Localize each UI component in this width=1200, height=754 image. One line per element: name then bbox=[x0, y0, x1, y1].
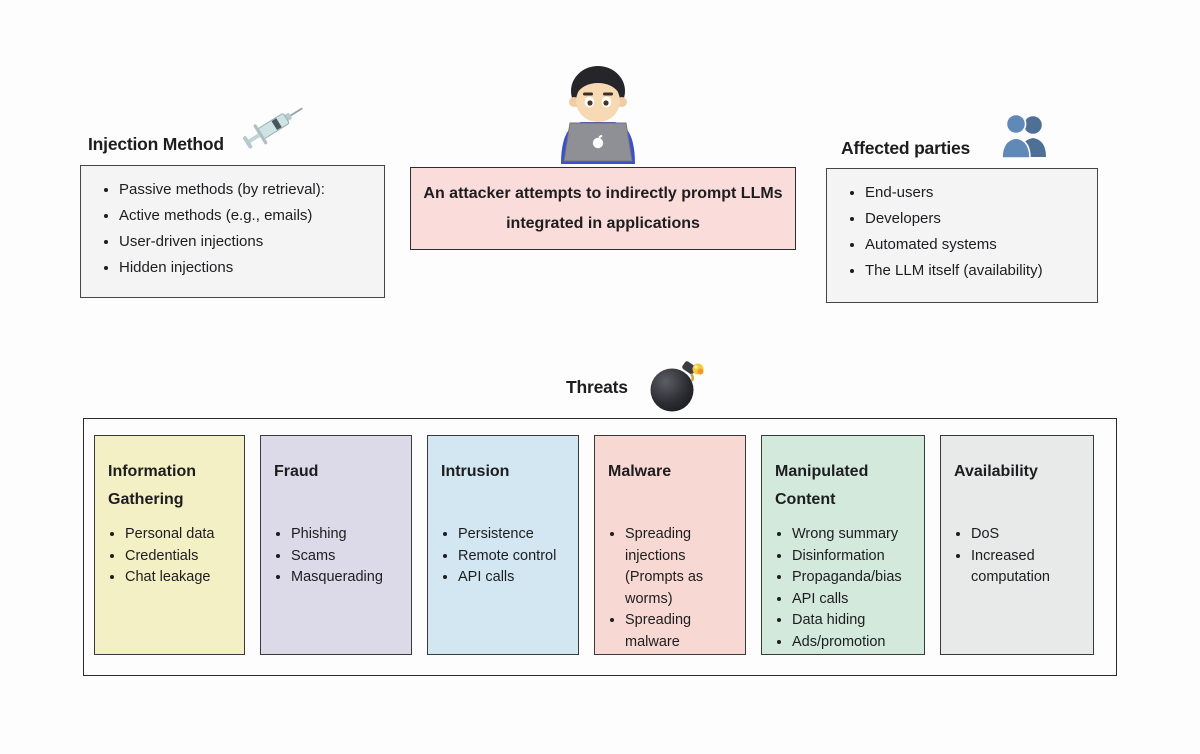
threat-box-intrusion bbox=[427, 435, 579, 655]
threat-box-title: Information Gathering bbox=[108, 463, 196, 508]
list-item: • API calls bbox=[458, 567, 565, 589]
list-item: • Credentials bbox=[125, 546, 231, 568]
list-item: • Scams bbox=[291, 546, 398, 568]
list-item: • End-users bbox=[865, 180, 1089, 206]
threat-box-manipulated-content bbox=[761, 435, 925, 655]
threat-box-title: Intrusion bbox=[441, 463, 510, 480]
list-item: • Disinformation bbox=[792, 546, 911, 568]
list-item: • Passive methods (by retrieval): bbox=[119, 177, 376, 203]
list-item: • Developers bbox=[865, 206, 1089, 232]
threat-box-list bbox=[108, 524, 231, 589]
list-item: • Automated systems bbox=[865, 232, 1089, 258]
threat-box-title: Manipulated Content bbox=[775, 463, 869, 508]
threat-box-list bbox=[441, 524, 565, 589]
threat-categories bbox=[84, 419, 1116, 655]
list-item: • The LLM itself (availability) bbox=[865, 258, 1089, 284]
attacker-statement-box bbox=[410, 167, 796, 250]
list-item: • Phishing bbox=[291, 524, 398, 546]
list-item: • DoS bbox=[971, 524, 1080, 546]
syringe-icon bbox=[236, 94, 312, 160]
injection-method-heading: Injection Method bbox=[88, 134, 224, 154]
list-item: • Ads/promotion bbox=[792, 632, 911, 654]
threats-heading: Threats bbox=[566, 377, 628, 397]
affected-parties-heading: Affected parties bbox=[841, 138, 971, 158]
list-item: • Personal data bbox=[125, 524, 231, 546]
threats-container bbox=[83, 418, 1117, 676]
list-item: • Active methods (e.g., emails) bbox=[119, 203, 376, 229]
list-item: • Propaganda/bias bbox=[792, 567, 911, 589]
threat-box-list bbox=[954, 524, 1080, 589]
list-item: • Data hiding bbox=[792, 610, 911, 632]
list-item: • Spreading injections (Prompts as worms) bbox=[625, 524, 732, 610]
list-item: • User-driven injections bbox=[119, 229, 376, 255]
threat-box-information-gathering bbox=[94, 435, 245, 655]
affected-parties-list bbox=[827, 180, 1097, 284]
threat-box-list bbox=[274, 524, 398, 589]
list-item: • Increased computation bbox=[971, 546, 1080, 589]
threat-box-list bbox=[608, 524, 732, 653]
threat-box-fraud bbox=[260, 435, 412, 655]
affected-parties-panel bbox=[826, 168, 1098, 303]
bomb-icon bbox=[645, 356, 707, 414]
list-item: • API calls bbox=[792, 589, 911, 611]
list-item: • Hidden injections bbox=[119, 255, 376, 281]
threat-box-title: Availability bbox=[954, 463, 1038, 480]
threat-box-list bbox=[775, 524, 911, 653]
threat-box-availability bbox=[940, 435, 1094, 655]
threat-box-malware bbox=[594, 435, 746, 655]
list-item: • Masquerading bbox=[291, 567, 398, 589]
threat-box-title: Fraud bbox=[274, 463, 319, 480]
technologist-icon bbox=[551, 60, 645, 164]
list-item: • Chat leakage bbox=[125, 567, 231, 589]
busts-in-silhouette-icon bbox=[999, 112, 1051, 160]
injection-method-list bbox=[81, 177, 384, 281]
attacker-statement-text: An attacker attempts to indirectly prompt LLMs integrated in applications bbox=[423, 184, 783, 232]
injection-method-panel bbox=[80, 165, 385, 298]
threat-box-title: Malware bbox=[608, 463, 672, 480]
list-item: • Wrong summary bbox=[792, 524, 911, 546]
list-item: • Remote control bbox=[458, 546, 565, 568]
list-item: • Spreading malware bbox=[625, 610, 732, 653]
list-item: • Persistence bbox=[458, 524, 565, 546]
